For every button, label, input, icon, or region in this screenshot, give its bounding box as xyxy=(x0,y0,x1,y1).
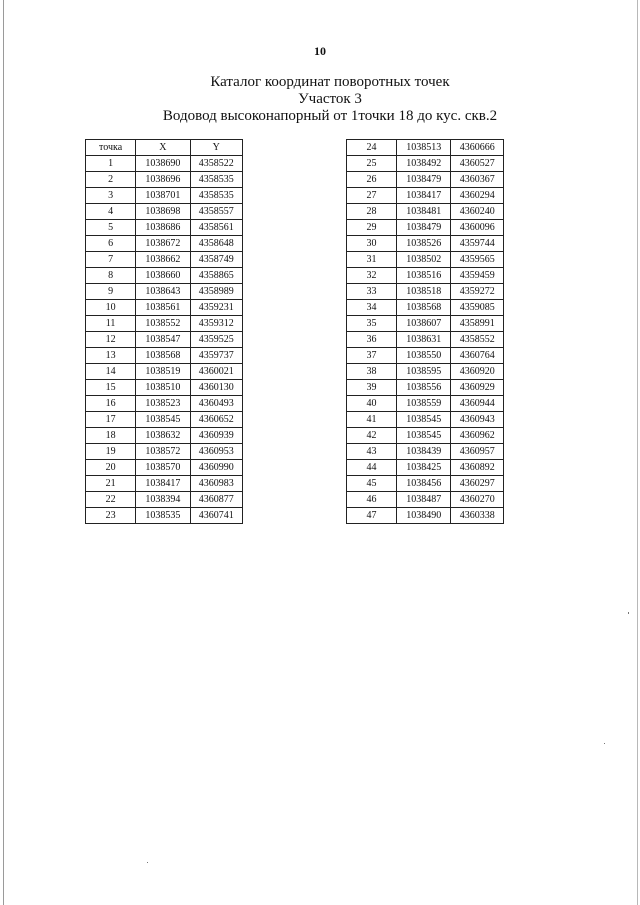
table-row xyxy=(347,220,504,236)
table-row xyxy=(347,156,504,172)
table-row xyxy=(86,396,243,412)
scan-left-edge xyxy=(3,0,4,905)
y-coordinate-cell: 4360953 xyxy=(190,444,242,460)
x-coordinate-cell: 1038456 xyxy=(396,476,451,492)
x-coordinate-cell: 1038559 xyxy=(396,396,451,412)
y-coordinate-cell: 4358648 xyxy=(190,236,242,252)
y-coordinate-cell: 4360944 xyxy=(451,396,504,412)
point-number-cell: 7 xyxy=(86,252,136,268)
table-row xyxy=(86,348,243,364)
x-coordinate-cell: 1038595 xyxy=(396,364,451,380)
y-coordinate-cell: 4360943 xyxy=(451,412,504,428)
y-coordinate-cell: 4360021 xyxy=(190,364,242,380)
scan-speck xyxy=(147,862,148,863)
point-number-cell: 38 xyxy=(347,364,397,380)
point-number-cell: 31 xyxy=(347,252,397,268)
header-x: X xyxy=(136,140,190,156)
x-coordinate-cell: 1038513 xyxy=(396,140,451,156)
point-number-cell: 30 xyxy=(347,236,397,252)
y-coordinate-cell: 4360130 xyxy=(190,380,242,396)
table-row xyxy=(347,252,504,268)
title-line-section: Участок 3 xyxy=(298,91,362,107)
table-row xyxy=(86,268,243,284)
x-coordinate-cell: 1038632 xyxy=(136,428,190,444)
table-row xyxy=(86,156,243,172)
x-coordinate-cell: 1038545 xyxy=(396,412,451,428)
x-coordinate-cell: 1038439 xyxy=(396,444,451,460)
table-row xyxy=(86,380,243,396)
table-row xyxy=(347,316,504,332)
point-number-cell: 6 xyxy=(86,236,136,252)
table-row xyxy=(347,188,504,204)
x-coordinate-cell: 1038479 xyxy=(396,172,451,188)
title-line-catalog: Каталог координат поворотных точек xyxy=(210,74,450,90)
point-number-cell: 36 xyxy=(347,332,397,348)
table-row xyxy=(86,460,243,476)
y-coordinate-cell: 4360294 xyxy=(451,188,504,204)
x-coordinate-cell: 1038545 xyxy=(396,428,451,444)
table-row xyxy=(86,236,243,252)
x-coordinate-cell: 1038523 xyxy=(136,396,190,412)
x-coordinate-cell: 1038568 xyxy=(136,348,190,364)
x-coordinate-cell: 1038487 xyxy=(396,492,451,508)
x-coordinate-cell: 1038479 xyxy=(396,220,451,236)
x-coordinate-cell: 1038698 xyxy=(136,204,190,220)
y-coordinate-cell: 4359312 xyxy=(190,316,242,332)
y-coordinate-cell: 4360270 xyxy=(451,492,504,508)
point-number-cell: 45 xyxy=(347,476,397,492)
y-coordinate-cell: 4360962 xyxy=(451,428,504,444)
y-coordinate-cell: 4358989 xyxy=(190,284,242,300)
table-row xyxy=(86,220,243,236)
x-coordinate-cell: 1038690 xyxy=(136,156,190,172)
y-coordinate-cell: 4359272 xyxy=(451,284,504,300)
table-row xyxy=(86,444,243,460)
coordinates-table-left xyxy=(85,139,243,524)
table-row xyxy=(347,364,504,380)
point-number-cell: 17 xyxy=(86,412,136,428)
point-number-cell: 19 xyxy=(86,444,136,460)
y-coordinate-cell: 4359525 xyxy=(190,332,242,348)
point-number-cell: 23 xyxy=(86,508,136,524)
x-coordinate-cell: 1038696 xyxy=(136,172,190,188)
point-number-cell: 37 xyxy=(347,348,397,364)
y-coordinate-cell: 4359737 xyxy=(190,348,242,364)
point-number-cell: 16 xyxy=(86,396,136,412)
y-coordinate-cell: 4360990 xyxy=(190,460,242,476)
table-row xyxy=(86,508,243,524)
point-number-cell: 32 xyxy=(347,268,397,284)
x-coordinate-cell: 1038417 xyxy=(136,476,190,492)
x-coordinate-cell: 1038572 xyxy=(136,444,190,460)
x-coordinate-cell: 1038552 xyxy=(136,316,190,332)
point-number-cell: 26 xyxy=(347,172,397,188)
table-row xyxy=(347,332,504,348)
point-number-cell: 47 xyxy=(347,508,397,524)
y-coordinate-cell: 4360877 xyxy=(190,492,242,508)
y-coordinate-cell: 4360929 xyxy=(451,380,504,396)
point-number-cell: 40 xyxy=(347,396,397,412)
table-row xyxy=(347,204,504,220)
y-coordinate-cell: 4358557 xyxy=(190,204,242,220)
point-number-cell: 33 xyxy=(347,284,397,300)
point-number-cell: 13 xyxy=(86,348,136,364)
point-number-cell: 3 xyxy=(86,188,136,204)
x-coordinate-cell: 1038518 xyxy=(396,284,451,300)
x-coordinate-cell: 1038502 xyxy=(396,252,451,268)
point-number-cell: 8 xyxy=(86,268,136,284)
point-number-cell: 46 xyxy=(347,492,397,508)
point-number-cell: 21 xyxy=(86,476,136,492)
x-coordinate-cell: 1038561 xyxy=(136,300,190,316)
point-number-cell: 15 xyxy=(86,380,136,396)
x-coordinate-cell: 1038547 xyxy=(136,332,190,348)
x-coordinate-cell: 1038510 xyxy=(136,380,190,396)
point-number-cell: 22 xyxy=(86,492,136,508)
coordinates-table-right xyxy=(346,139,504,524)
page-number: 10 xyxy=(314,44,326,58)
point-number-cell: 29 xyxy=(347,220,397,236)
header-point: точка xyxy=(86,140,136,156)
y-coordinate-cell: 4358535 xyxy=(190,188,242,204)
y-coordinate-cell: 4360493 xyxy=(190,396,242,412)
table-row xyxy=(347,444,504,460)
point-number-cell: 27 xyxy=(347,188,397,204)
x-coordinate-cell: 1038545 xyxy=(136,412,190,428)
point-number-cell: 2 xyxy=(86,172,136,188)
y-coordinate-cell: 4360741 xyxy=(190,508,242,524)
y-coordinate-cell: 4360652 xyxy=(190,412,242,428)
table-row xyxy=(86,284,243,300)
table-row xyxy=(347,140,504,156)
point-number-cell: 41 xyxy=(347,412,397,428)
point-number-cell: 14 xyxy=(86,364,136,380)
y-coordinate-cell: 4358865 xyxy=(190,268,242,284)
point-number-cell: 39 xyxy=(347,380,397,396)
y-coordinate-cell: 4358561 xyxy=(190,220,242,236)
point-number-cell: 20 xyxy=(86,460,136,476)
x-coordinate-cell: 1038550 xyxy=(396,348,451,364)
table-row xyxy=(347,508,504,524)
y-coordinate-cell: 4360983 xyxy=(190,476,242,492)
table-row xyxy=(86,316,243,332)
y-coordinate-cell: 4360957 xyxy=(451,444,504,460)
x-coordinate-cell: 1038643 xyxy=(136,284,190,300)
table-row xyxy=(86,300,243,316)
table-row xyxy=(86,204,243,220)
point-number-cell: 43 xyxy=(347,444,397,460)
x-coordinate-cell: 1038394 xyxy=(136,492,190,508)
table-row xyxy=(86,492,243,508)
table-row xyxy=(347,172,504,188)
scan-speck xyxy=(604,743,605,744)
y-coordinate-cell: 4359565 xyxy=(451,252,504,268)
x-coordinate-cell: 1038607 xyxy=(396,316,451,332)
y-coordinate-cell: 4358991 xyxy=(451,316,504,332)
x-coordinate-cell: 1038631 xyxy=(396,332,451,348)
table-row xyxy=(347,348,504,364)
point-number-cell: 35 xyxy=(347,316,397,332)
point-number-cell: 44 xyxy=(347,460,397,476)
point-number-cell: 18 xyxy=(86,428,136,444)
x-coordinate-cell: 1038492 xyxy=(396,156,451,172)
y-coordinate-cell: 4358552 xyxy=(451,332,504,348)
x-coordinate-cell: 1038535 xyxy=(136,508,190,524)
table-row xyxy=(86,252,243,268)
y-coordinate-cell: 4358749 xyxy=(190,252,242,268)
x-coordinate-cell: 1038481 xyxy=(396,204,451,220)
point-number-cell: 24 xyxy=(347,140,397,156)
x-coordinate-cell: 1038526 xyxy=(396,236,451,252)
header-y: Y xyxy=(190,140,242,156)
y-coordinate-cell: 4359459 xyxy=(451,268,504,284)
y-coordinate-cell: 4360297 xyxy=(451,476,504,492)
x-coordinate-cell: 1038660 xyxy=(136,268,190,284)
y-coordinate-cell: 4360096 xyxy=(451,220,504,236)
y-coordinate-cell: 4360892 xyxy=(451,460,504,476)
coordinates-table-left-body xyxy=(86,156,243,524)
table-row xyxy=(347,284,504,300)
x-coordinate-cell: 1038516 xyxy=(396,268,451,284)
y-coordinate-cell: 4360367 xyxy=(451,172,504,188)
table-row xyxy=(86,412,243,428)
y-coordinate-cell: 4359085 xyxy=(451,300,504,316)
table-row xyxy=(86,188,243,204)
table-row xyxy=(347,380,504,396)
y-coordinate-cell: 4359744 xyxy=(451,236,504,252)
title-line-pipeline: Водовод высоконапорный от 1точки 18 до кус. скв.2 xyxy=(162,108,498,124)
x-coordinate-cell: 1038425 xyxy=(396,460,451,476)
x-coordinate-cell: 1038417 xyxy=(396,188,451,204)
x-coordinate-cell: 1038662 xyxy=(136,252,190,268)
point-number-cell: 12 xyxy=(86,332,136,348)
x-coordinate-cell: 1038490 xyxy=(396,508,451,524)
point-number-cell: 34 xyxy=(347,300,397,316)
y-coordinate-cell: 4360666 xyxy=(451,140,504,156)
x-coordinate-cell: 1038672 xyxy=(136,236,190,252)
table-row xyxy=(86,172,243,188)
point-number-cell: 9 xyxy=(86,284,136,300)
table-row xyxy=(347,492,504,508)
table-row xyxy=(347,460,504,476)
point-number-cell: 4 xyxy=(86,204,136,220)
table-row xyxy=(347,300,504,316)
point-number-cell: 10 xyxy=(86,300,136,316)
x-coordinate-cell: 1038519 xyxy=(136,364,190,380)
y-coordinate-cell: 4359231 xyxy=(190,300,242,316)
point-number-cell: 5 xyxy=(86,220,136,236)
y-coordinate-cell: 4360527 xyxy=(451,156,504,172)
point-number-cell: 25 xyxy=(347,156,397,172)
point-number-cell: 1 xyxy=(86,156,136,172)
scan-speck xyxy=(628,612,629,614)
y-coordinate-cell: 4358535 xyxy=(190,172,242,188)
table-row xyxy=(86,476,243,492)
point-number-cell: 42 xyxy=(347,428,397,444)
table-row xyxy=(347,396,504,412)
table-row xyxy=(347,268,504,284)
y-coordinate-cell: 4360240 xyxy=(451,204,504,220)
y-coordinate-cell: 4360939 xyxy=(190,428,242,444)
scan-right-edge xyxy=(637,0,638,905)
table-row xyxy=(347,412,504,428)
point-number-cell: 11 xyxy=(86,316,136,332)
x-coordinate-cell: 1038570 xyxy=(136,460,190,476)
table-row xyxy=(86,364,243,380)
y-coordinate-cell: 4358522 xyxy=(190,156,242,172)
x-coordinate-cell: 1038686 xyxy=(136,220,190,236)
document-title xyxy=(0,74,640,125)
table-row xyxy=(347,236,504,252)
table-row xyxy=(347,476,504,492)
coordinates-table-right-body xyxy=(347,140,504,524)
table-header-row xyxy=(86,140,243,156)
table-row xyxy=(86,428,243,444)
x-coordinate-cell: 1038556 xyxy=(396,380,451,396)
x-coordinate-cell: 1038701 xyxy=(136,188,190,204)
y-coordinate-cell: 4360920 xyxy=(451,364,504,380)
y-coordinate-cell: 4360764 xyxy=(451,348,504,364)
table-row xyxy=(86,332,243,348)
point-number-cell: 28 xyxy=(347,204,397,220)
x-coordinate-cell: 1038568 xyxy=(396,300,451,316)
y-coordinate-cell: 4360338 xyxy=(451,508,504,524)
table-row xyxy=(347,428,504,444)
